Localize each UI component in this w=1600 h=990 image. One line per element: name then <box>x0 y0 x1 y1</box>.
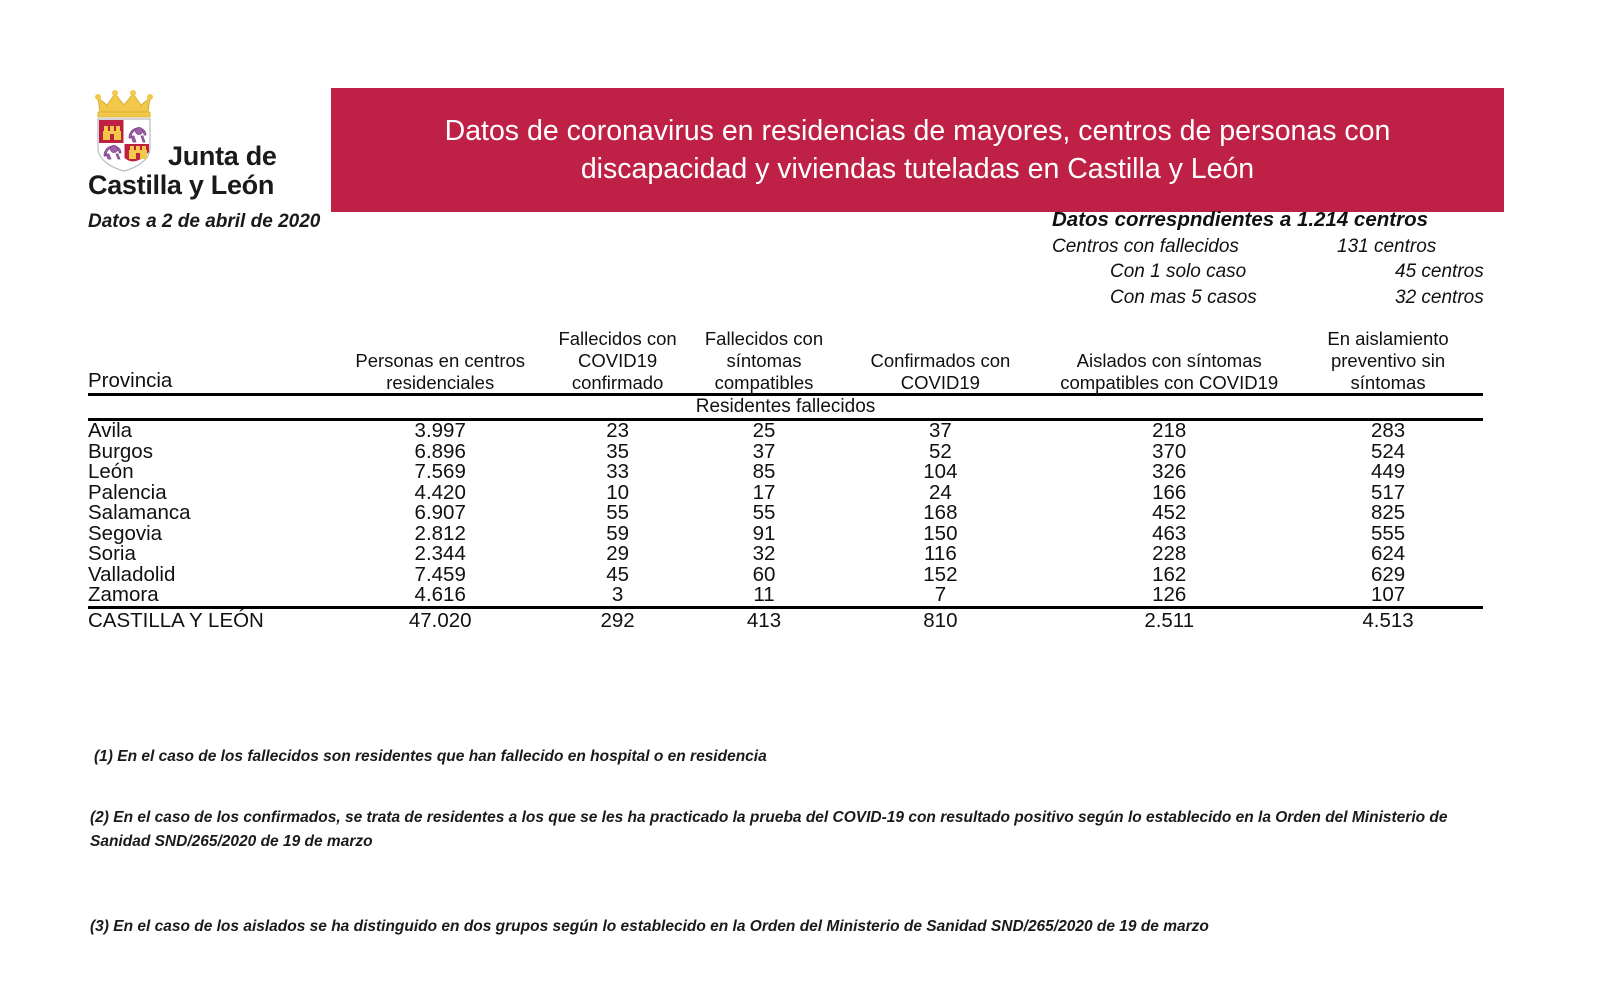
table-header <box>88 328 1483 395</box>
column-header-personas-centros: Personas en centros residenciales <box>338 328 543 395</box>
cell-fallecidos-sintomas: 55 <box>752 501 776 525</box>
table-row <box>88 585 1483 606</box>
cell-aislados-sintomas: 228 <box>1152 542 1187 566</box>
brand-line-2: Castilla y León <box>88 170 275 200</box>
cell-total-aislamiento-preventivo: 4.513 <box>1362 608 1414 632</box>
brand-line-1: Junta de <box>168 140 277 171</box>
title-banner <box>331 88 1504 212</box>
cell-fallecidos-confirmado: 45 <box>606 562 629 586</box>
cell-provincia: León <box>88 460 134 484</box>
cell-total-aislados-sintomas: 2.511 <box>1144 608 1195 632</box>
cell-aislados-sintomas: 326 <box>1152 460 1187 484</box>
group-label-residentes-fallecidos: Residentes fallecidos <box>695 396 876 418</box>
cell-aislados-sintomas: 162 <box>1152 562 1187 586</box>
cell-provincia: Segovia <box>88 521 163 545</box>
cell-aislados-sintomas: 370 <box>1152 439 1187 463</box>
cell-aislados-sintomas: 126 <box>1152 583 1187 607</box>
document-header <box>0 0 1600 310</box>
centers-row-label: Centros con fallecidos <box>1052 236 1239 257</box>
table-row <box>88 503 1483 524</box>
cell-aislamiento-preventivo: 517 <box>1370 480 1406 504</box>
centers-row-label: Con mas 5 casos <box>1110 286 1257 308</box>
cell-aislamiento-preventivo: 449 <box>1370 460 1406 484</box>
cell-fallecidos-sintomas: 85 <box>752 460 776 484</box>
footnote-1: (1) En el caso de los fallecidos son residentes que han fallecido en hospital o en residencia <box>94 748 767 765</box>
cell-personas: 2.812 <box>414 521 466 545</box>
table-row <box>88 524 1483 545</box>
cell-fallecidos-sintomas: 25 <box>752 419 776 443</box>
cell-confirmados: 24 <box>928 480 952 504</box>
cell-confirmados: 168 <box>923 501 958 525</box>
cell-confirmados: 52 <box>928 439 952 463</box>
cell-aislados-sintomas: 452 <box>1152 501 1187 525</box>
cell-fallecidos-sintomas: 17 <box>752 480 776 504</box>
cell-aislamiento-preventivo: 624 <box>1370 542 1406 566</box>
cell-fallecidos-confirmado: 59 <box>606 521 629 545</box>
cell-total-fallecidos-confirmado: 292 <box>600 608 635 632</box>
cell-fallecidos-sintomas: 60 <box>752 562 776 586</box>
cell-confirmados: 152 <box>923 562 958 586</box>
footnote-2: (2) En el caso de los confirmados, se trata de residentes a los que se les ha practicado la prueba del COVID-19 con resultado positivo según lo establecido en la Orden del Ministerio de Sanidad SND/265/2020 de 19 de marzo <box>90 809 1448 850</box>
cell-aislamiento-preventivo: 629 <box>1370 562 1406 586</box>
footnote-3: (3) En el caso de los aislados se ha distinguido en dos grupos según lo establecido en la Orden del Ministerio de Sanidad SND/265/2020 de 19 de marzo <box>90 917 1209 935</box>
cell-provincia: Zamora <box>88 583 159 607</box>
table-body <box>88 420 1483 606</box>
cell-provincia: Avila <box>88 419 133 443</box>
cell-fallecidos-sintomas: 37 <box>752 439 776 463</box>
centers-summary-row <box>1052 259 1484 284</box>
centers-summary-row <box>1052 285 1484 310</box>
cell-total-fallecidos-sintomas: 413 <box>746 608 782 632</box>
cell-fallecidos-confirmado: 55 <box>606 501 629 525</box>
cell-confirmados: 116 <box>924 542 957 566</box>
cell-confirmados: 150 <box>923 521 958 545</box>
cell-aislamiento-preventivo: 524 <box>1370 439 1406 463</box>
cell-provincia: Valladolid <box>88 562 176 586</box>
cell-aislados-sintomas: 166 <box>1152 480 1187 504</box>
cell-aislamiento-preventivo: 825 <box>1370 501 1406 525</box>
column-header-confirmados: Confirmados con COVID19 <box>835 328 1045 395</box>
cell-fallecidos-confirmado: 35 <box>606 439 629 463</box>
table-row <box>88 420 1483 442</box>
table-row <box>88 483 1483 504</box>
cell-provincia: Burgos <box>88 439 153 463</box>
centers-summary-row <box>1052 234 1452 259</box>
cell-provincia: Salamanca <box>88 501 191 525</box>
cell-total-confirmados: 810 <box>923 608 958 632</box>
table-total-section <box>88 606 1483 633</box>
cell-personas: 7.569 <box>414 460 466 484</box>
cell-provincia: Palencia <box>88 480 167 504</box>
cell-fallecidos-confirmado: 23 <box>606 419 629 443</box>
centers-summary-title: Datos correspndientes a 1.214 centros <box>1052 208 1428 231</box>
cell-fallecidos-sintomas: 32 <box>752 542 776 566</box>
cell-confirmados: 7 <box>934 583 947 607</box>
column-header-fallecidos-confirmado: Fallecidos con COVID19 confirmado <box>543 328 693 395</box>
table-row <box>88 442 1483 463</box>
cell-fallecidos-confirmado: 10 <box>606 480 629 504</box>
table-row <box>88 462 1483 483</box>
cell-personas: 6.896 <box>414 439 466 463</box>
brand-block <box>88 86 328 233</box>
logo-row <box>88 86 328 172</box>
cell-personas: 6.907 <box>414 501 466 525</box>
column-header-aislamiento-preventivo: En aislamiento preventivo sin síntomas <box>1293 328 1483 395</box>
table-row <box>88 565 1483 586</box>
cell-fallecidos-confirmado: 33 <box>606 460 629 484</box>
column-header-aislados-sintomas: Aislados con síntomas compatibles con COVID19 <box>1045 328 1293 395</box>
group-label-row <box>88 395 1483 419</box>
cell-personas: 4.616 <box>414 583 466 607</box>
table-header-row <box>88 328 1483 395</box>
centers-row-value: 32 centros <box>1395 286 1484 308</box>
report-date-note: Datos a 2 de abril de 2020 <box>88 211 321 232</box>
cell-confirmados: 37 <box>928 419 952 443</box>
cell-personas: 7.459 <box>414 562 466 586</box>
page-title: Datos de coronavirus en residencias de mayores, centros de personas con discapacidad y viviendas tuteladas en Castilla y León <box>444 114 1391 185</box>
cell-aislados-sintomas: 218 <box>1152 419 1187 443</box>
cell-total-personas: 47.020 <box>408 608 472 632</box>
cell-confirmados: 104 <box>923 460 958 484</box>
column-header-fallecidos-sintomas: Fallecidos con síntomas compatibles <box>693 328 836 395</box>
cell-aislamiento-preventivo: 283 <box>1370 419 1406 443</box>
column-header-provincia: Provincia <box>88 328 338 395</box>
cell-fallecidos-confirmado: 3 <box>611 583 624 607</box>
cell-aislamiento-preventivo: 107 <box>1370 583 1406 607</box>
table-row <box>88 544 1483 565</box>
cell-fallecidos-sintomas: 11 <box>753 583 775 607</box>
footnotes-block <box>90 745 1510 938</box>
castilla-y-leon-coat-of-arms-icon <box>88 86 160 172</box>
cell-total-label: CASTILLA Y LEÓN <box>88 608 264 632</box>
centers-row-value: 45 centros <box>1395 261 1484 283</box>
residences-data-table <box>88 328 1483 633</box>
cell-aislamiento-preventivo: 555 <box>1370 521 1406 545</box>
cell-aislados-sintomas: 463 <box>1152 521 1187 545</box>
cell-personas: 2.344 <box>414 542 466 566</box>
centers-row-value: 131 centros <box>1337 236 1437 257</box>
cell-fallecidos-confirmado: 29 <box>606 542 629 566</box>
centers-row-label: Con 1 solo caso <box>1110 261 1247 283</box>
cell-provincia: Soria <box>88 542 136 566</box>
table-total-row <box>88 607 1483 633</box>
table-group-header <box>88 395 1483 420</box>
cell-personas: 3.997 <box>414 419 466 443</box>
centers-summary-block <box>1052 208 1484 310</box>
cell-personas: 4.420 <box>414 480 466 504</box>
cell-fallecidos-sintomas: 91 <box>752 521 776 545</box>
